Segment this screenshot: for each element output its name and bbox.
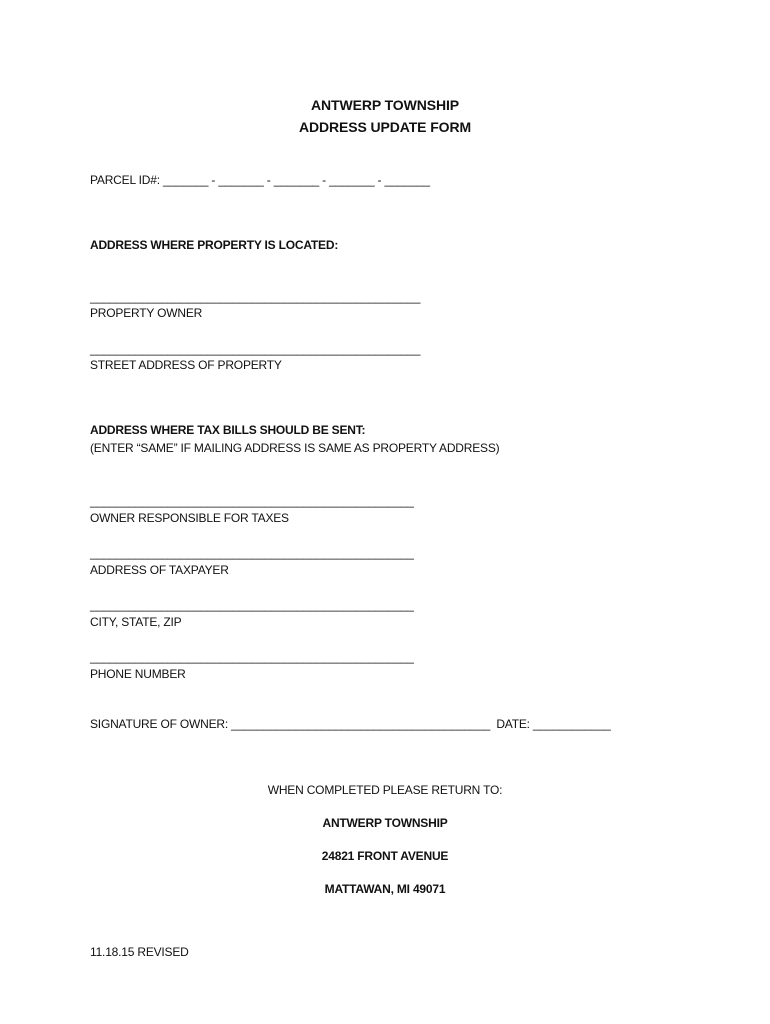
return-name: ANTWERP TOWNSHIP	[322, 816, 448, 830]
city-state-zip-label: CITY, STATE, ZIP	[90, 615, 182, 629]
tax-section-note: (ENTER “SAME” IF MAILING ADDRESS IS SAME AS PROPERTY ADDRESS)	[90, 441, 500, 455]
return-instructions: WHEN COMPLETED PLEASE RETURN TO:	[267, 783, 503, 797]
return-street: 24821 FRONT AVENUE	[321, 849, 449, 863]
property-owner-label: PROPERTY OWNER	[90, 306, 203, 320]
tax-owner-input-line[interactable]: __________________________________________________	[90, 494, 414, 508]
tax-section-heading: ADDRESS WHERE TAX BILLS SHOULD BE SENT:	[90, 423, 366, 437]
street-address-input-line[interactable]: ___________________________________________________	[90, 342, 421, 356]
phone-number-label: PHONE NUMBER	[90, 667, 186, 681]
revision-date: 11.18.15 REVISED	[90, 945, 189, 959]
property-section-heading: ADDRESS WHERE PROPERTY IS LOCATED:	[90, 238, 339, 252]
parcel-id-field[interactable]: PARCEL ID#: _______ - _______ - _______ - _______ - _______	[90, 173, 430, 187]
taxpayer-address-label: ADDRESS OF TAXPAYER	[90, 563, 229, 577]
tax-owner-label: OWNER RESPONSIBLE FOR TAXES	[90, 511, 289, 525]
form-title-line-2: ADDRESS UPDATE FORM	[298, 119, 472, 135]
phone-number-input-line[interactable]: __________________________________________________	[90, 650, 414, 664]
taxpayer-address-input-line[interactable]: __________________________________________________	[90, 546, 414, 560]
signature-date-line[interactable]: SIGNATURE OF OWNER: ________________________________________ DATE: ____________	[90, 717, 611, 731]
form-title-line-1: ANTWERP TOWNSHIP	[311, 97, 459, 113]
return-city: MATTAWAN, MI 49071	[324, 882, 446, 896]
city-state-zip-input-line[interactable]: __________________________________________________	[90, 598, 414, 612]
street-address-label: STREET ADDRESS OF PROPERTY	[90, 358, 282, 372]
property-owner-input-line[interactable]: ___________________________________________________	[90, 290, 421, 304]
